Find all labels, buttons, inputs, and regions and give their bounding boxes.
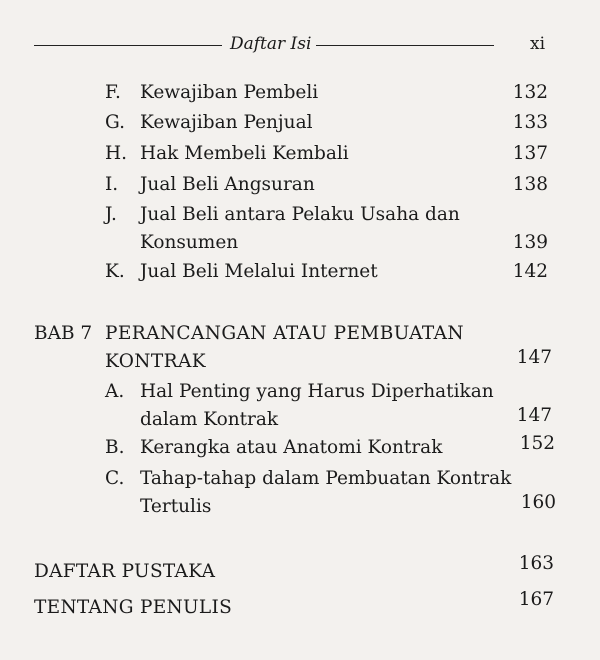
- toc-entry-a[interactable]: [0, 378, 600, 438]
- toc-entry-title: Kewajiban Pembeli: [140, 82, 319, 103]
- chapter-title-line2: KONTRAK: [105, 351, 206, 372]
- toc-entry-letter: F.: [105, 82, 121, 103]
- toc-entry-page: 133: [512, 112, 548, 133]
- toc-entry-page: 147: [516, 405, 552, 426]
- toc-entry-title-line1: Jual Beli antara Pelaku Usaha dan: [140, 204, 460, 225]
- toc-entry-title: Jual Beli Melalui Internet: [140, 261, 378, 282]
- toc-entry-page: 132: [512, 82, 548, 103]
- running-title: Daftar Isi: [230, 34, 312, 54]
- page-number: xi: [530, 34, 546, 54]
- header-rule-right: [316, 45, 494, 46]
- chapter-title-line1: PERANCANGAN ATAU PEMBUATAN: [105, 323, 464, 344]
- backmatter-title: TENTANG PENULIS: [34, 597, 233, 618]
- toc-entry-title-line2: Tertulis: [140, 496, 212, 517]
- toc-entry-page: 139: [512, 232, 548, 253]
- toc-entry-title: Kewajiban Penjual: [140, 112, 313, 133]
- header-rule-left: [34, 45, 222, 46]
- toc-entry-letter: G.: [105, 112, 125, 133]
- toc-entry-page: 138: [512, 174, 548, 195]
- toc-entry-c[interactable]: [0, 465, 600, 525]
- toc-entry-letter: I.: [105, 174, 119, 195]
- toc-entry-letter: A.: [105, 381, 125, 402]
- toc-entry-letter: H.: [105, 143, 128, 164]
- backmatter-title: DAFTAR PUSTAKA: [34, 561, 216, 582]
- toc-entry-title: Kerangka atau Anatomi Kontrak: [140, 437, 443, 458]
- toc-entry-page: 160: [520, 492, 556, 513]
- toc-entry-letter: B.: [105, 437, 125, 458]
- toc-entry-page: 137: [512, 143, 548, 164]
- toc-entry-letter: K.: [105, 261, 125, 282]
- backmatter-page: 167: [518, 589, 554, 610]
- toc-entry-title: Hak Membeli Kembali: [140, 143, 349, 164]
- toc-entry-title-line1: Tahap-tahap dalam Pembuatan Kontrak: [140, 468, 512, 489]
- toc-entry-title: Jual Beli Angsuran: [140, 174, 315, 195]
- toc-chapter-7[interactable]: [0, 320, 600, 380]
- toc-entry-j[interactable]: [0, 201, 600, 261]
- toc-entry-page: 152: [519, 433, 555, 454]
- toc-entry-page: 142: [512, 261, 548, 282]
- chapter-label: BAB 7: [34, 323, 93, 344]
- backmatter-page: 163: [518, 553, 554, 574]
- toc-entry-title-line2: Konsumen: [140, 232, 239, 253]
- chapter-page: 147: [516, 347, 552, 368]
- toc-entry-title-line1: Hal Penting yang Harus Diperhatikan: [140, 381, 494, 402]
- toc-entry-title-line2: dalam Kontrak: [140, 409, 279, 430]
- toc-entry-letter: C.: [105, 468, 125, 489]
- toc-entry-letter: J.: [105, 204, 117, 225]
